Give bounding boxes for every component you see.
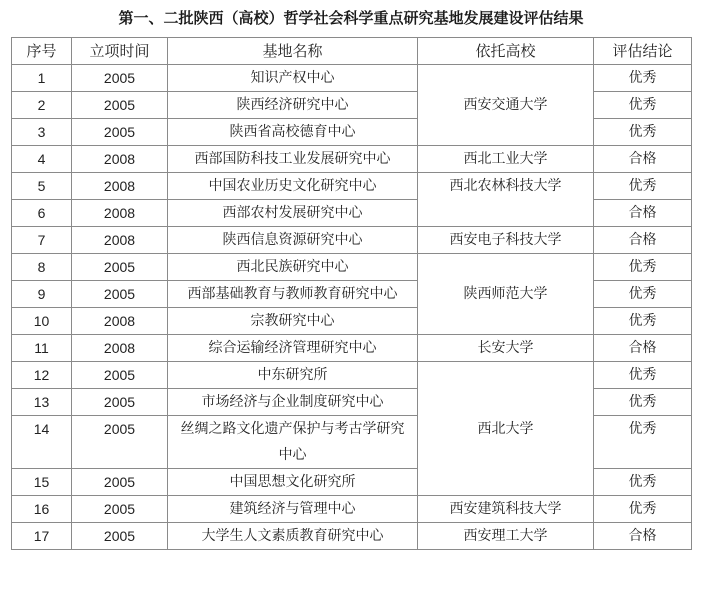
row-result: 优秀 [594, 362, 692, 389]
row-result: 优秀 [594, 389, 692, 416]
header-base-name: 基地名称 [168, 38, 418, 65]
row-number: 16 [12, 496, 72, 523]
row-year: 2005 [72, 362, 168, 389]
row-number: 4 [12, 146, 72, 173]
table-row [12, 146, 692, 173]
row-result: 优秀 [594, 92, 692, 119]
row-university: 西北大学 [418, 362, 594, 496]
row-base-name: 丝绸之路文化遗产保护与考古学研究中心 [168, 416, 418, 469]
table-row [12, 523, 692, 550]
row-number: 5 [12, 173, 72, 200]
row-year: 2005 [72, 469, 168, 496]
row-number: 15 [12, 469, 72, 496]
row-number: 12 [12, 362, 72, 389]
row-number: 1 [12, 65, 72, 92]
row-result: 优秀 [594, 173, 692, 200]
row-base-name: 陕西信息资源研究中心 [168, 227, 418, 254]
table-row [12, 254, 692, 281]
row-result: 合格 [594, 146, 692, 173]
row-year: 2005 [72, 65, 168, 92]
row-result: 合格 [594, 523, 692, 550]
row-result: 优秀 [594, 119, 692, 146]
row-base-name: 陕西省高校德育中心 [168, 119, 418, 146]
table-row [12, 173, 692, 200]
row-result: 优秀 [594, 308, 692, 335]
row-base-name: 中国思想文化研究所 [168, 469, 418, 496]
row-university: 西安交通大学 [418, 65, 594, 146]
header-result: 评估结论 [594, 38, 692, 65]
row-year: 2008 [72, 200, 168, 227]
row-base-name: 宗教研究中心 [168, 308, 418, 335]
row-year: 2005 [72, 416, 168, 469]
row-base-name: 陕西经济研究中心 [168, 92, 418, 119]
row-number: 17 [12, 523, 72, 550]
row-university: 长安大学 [418, 335, 594, 362]
row-number: 7 [12, 227, 72, 254]
row-base-name: 西北民族研究中心 [168, 254, 418, 281]
page-title: 第一、二批陕西（高校）哲学社会科学重点研究基地发展建设评估结果 [118, 9, 584, 27]
row-year: 2008 [72, 308, 168, 335]
header-year: 立项时间 [72, 38, 168, 65]
row-result: 合格 [594, 335, 692, 362]
row-result: 优秀 [594, 254, 692, 281]
evaluation-table [11, 37, 692, 550]
row-university: 陕西师范大学 [418, 254, 594, 335]
row-base-name: 知识产权中心 [168, 65, 418, 92]
row-base-name: 市场经济与企业制度研究中心 [168, 389, 418, 416]
table-row [12, 227, 692, 254]
row-year: 2005 [72, 281, 168, 308]
row-base-name: 西部国防科技工业发展研究中心 [168, 146, 418, 173]
row-number: 3 [12, 119, 72, 146]
row-year: 2005 [72, 389, 168, 416]
row-result: 优秀 [594, 281, 692, 308]
row-number: 9 [12, 281, 72, 308]
row-base-name: 西部基础教育与教师教育研究中心 [168, 281, 418, 308]
row-university: 西安建筑科技大学 [418, 496, 594, 523]
row-result: 优秀 [594, 469, 692, 496]
row-number: 14 [12, 416, 72, 469]
row-result: 合格 [594, 200, 692, 227]
table-row [12, 496, 692, 523]
row-number: 8 [12, 254, 72, 281]
row-number: 2 [12, 92, 72, 119]
row-result: 优秀 [594, 496, 692, 523]
row-base-name: 西部农村发展研究中心 [168, 200, 418, 227]
row-university: 西安电子科技大学 [418, 227, 594, 254]
table-row [12, 362, 692, 389]
header-serial: 序号 [12, 38, 72, 65]
row-year: 2005 [72, 254, 168, 281]
row-base-name: 中国农业历史文化研究中心 [168, 173, 418, 200]
row-result: 合格 [594, 227, 692, 254]
row-university: 西北工业大学 [418, 146, 594, 173]
row-base-name: 综合运输经济管理研究中心 [168, 335, 418, 362]
row-base-name: 建筑经济与管理中心 [168, 496, 418, 523]
row-number: 11 [12, 335, 72, 362]
row-year: 2005 [72, 92, 168, 119]
table-row [12, 65, 692, 92]
row-year: 2005 [72, 119, 168, 146]
row-year: 2008 [72, 227, 168, 254]
row-base-name: 大学生人文素质教育研究中心 [168, 523, 418, 550]
row-number: 13 [12, 389, 72, 416]
row-year: 2005 [72, 496, 168, 523]
header-university: 依托高校 [418, 38, 594, 65]
row-year: 2008 [72, 335, 168, 362]
table-row [12, 335, 692, 362]
row-result: 优秀 [594, 416, 692, 469]
table-header-row [12, 38, 692, 65]
row-year: 2005 [72, 523, 168, 550]
row-result: 优秀 [594, 65, 692, 92]
row-year: 2008 [72, 146, 168, 173]
row-number: 6 [12, 200, 72, 227]
row-university: 西安理工大学 [418, 523, 594, 550]
row-year: 2008 [72, 173, 168, 200]
row-base-name: 中东研究所 [168, 362, 418, 389]
row-university: 西北农林科技大学 [418, 173, 594, 227]
row-number: 10 [12, 308, 72, 335]
